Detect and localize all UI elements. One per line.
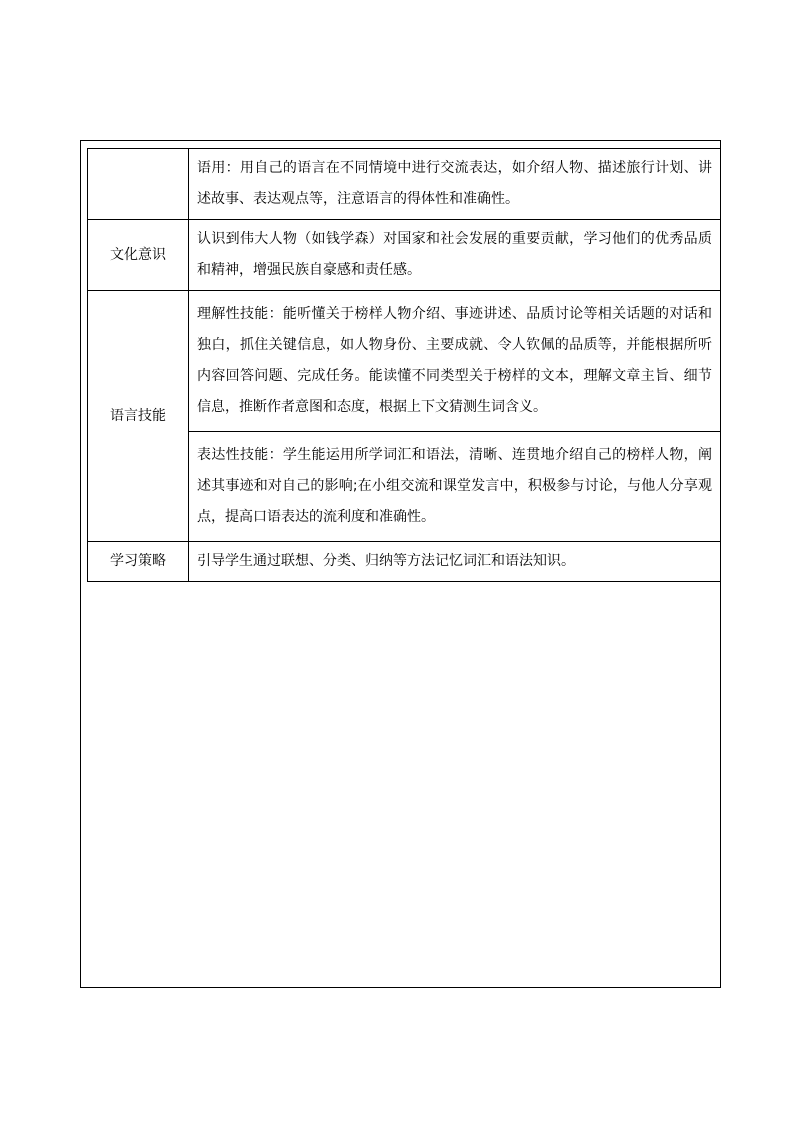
row-label-learning-strategies: 学习策略 — [88, 542, 189, 582]
row-label — [88, 149, 189, 220]
table-row — [88, 220, 721, 291]
row-label-cultural-awareness: 文化意识 — [88, 220, 189, 291]
table-row — [88, 291, 721, 432]
table-row — [88, 542, 721, 582]
comprehension-skills-text: 理解性技能：能听懂关于榜样人物介绍、事迹讲述、品质讨论等相关话题的对话和独白，抓住关键信息，如人物身份、主要成就、令人钦佩的品质等，并能根据所听内容回答问题、完成任务。能读懂不同类型关于榜样的文本，理解文章主旨、细节信息，推断作者意图和态度，根据上下文猜测生词含义。 — [189, 291, 721, 432]
expression-skills-text: 表达性技能：学生能运用所学词汇和语法，清晰、连贯地介绍自己的榜样人物，阐述其事迹和对自己的影响;在小组交流和课堂发言中，积极参与讨论，与他人分享观点，提高口语表达的流利度和准确性。 — [189, 432, 721, 542]
learning-strategies-text: 引导学生通过联想、分类、归纳等方法记忆词汇和语法知识。 — [189, 542, 721, 582]
table-row — [88, 149, 721, 220]
curriculum-table — [87, 148, 721, 582]
usage-text: 语用：用自己的语言在不同情境中进行交流表达，如介绍人物、描述旅行计划、讲述故事、表达观点等，注意语言的得体性和准确性。 — [189, 149, 721, 220]
row-label-language-skills: 语言技能 — [88, 291, 189, 542]
cultural-awareness-text: 认识到伟大人物（如钱学森）对国家和社会发展的重要贡献，学习他们的优秀品质和精神，增强民族自豪感和责任感。 — [189, 220, 721, 291]
